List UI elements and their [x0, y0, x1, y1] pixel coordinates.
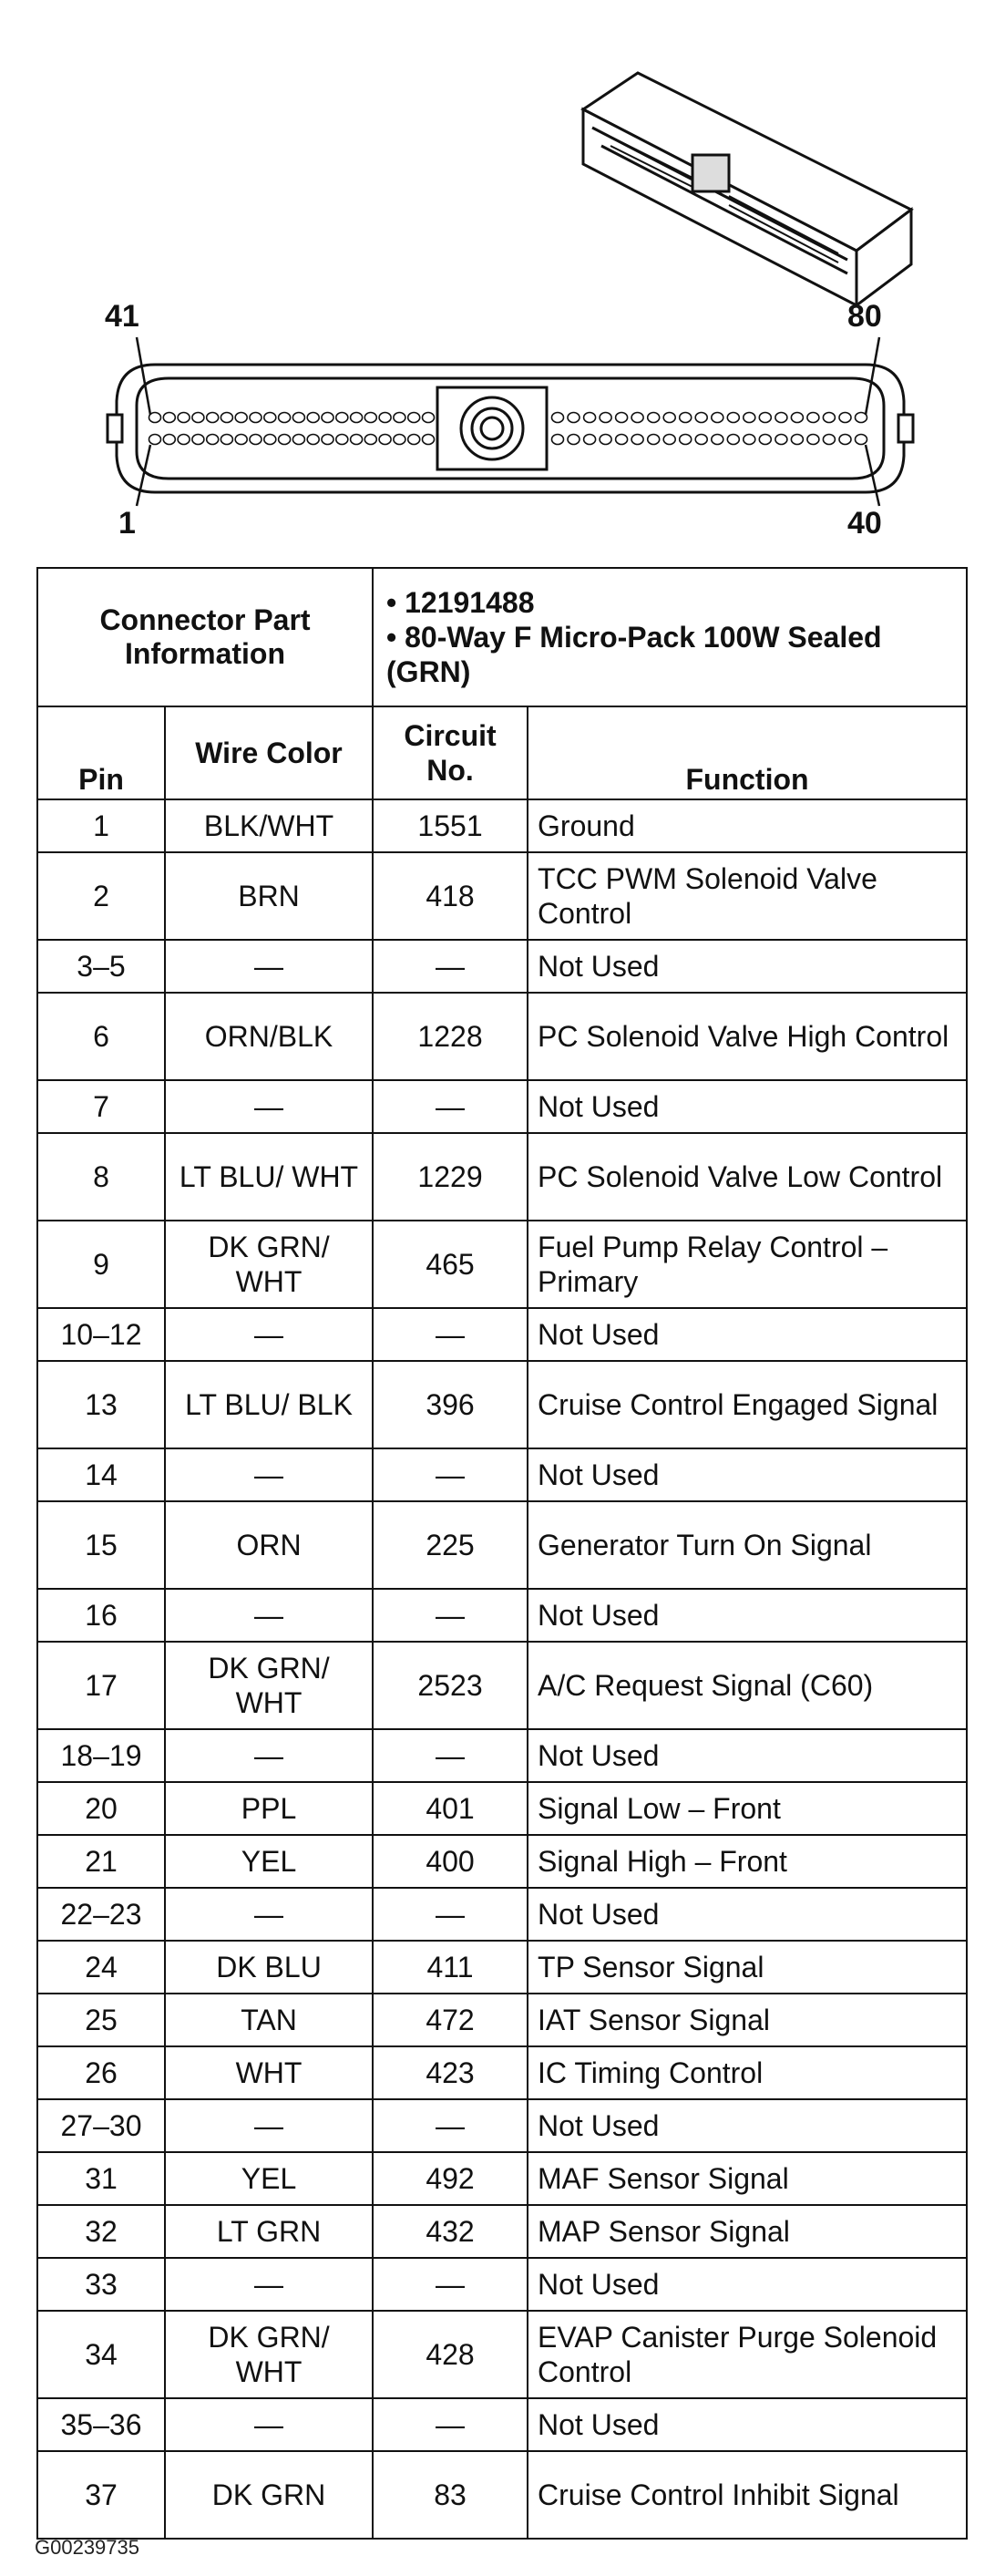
table-row — [37, 993, 967, 1080]
connector-info-row — [37, 568, 967, 706]
row-function: Signal High – Front — [528, 1835, 967, 1888]
row-circuit-no: — — [373, 1729, 528, 1782]
row-pin: 18–19 — [37, 1729, 165, 1782]
row-pin: 21 — [37, 1835, 165, 1888]
pin-label-80: 80 — [847, 299, 882, 334]
row-function: Not Used — [528, 2258, 967, 2311]
row-wire-color: LT BLU/ BLK — [165, 1361, 373, 1448]
row-wire-color: DK GRN/ WHT — [165, 1221, 373, 1308]
table-row — [37, 2258, 967, 2311]
row-circuit-no: — — [373, 1589, 528, 1642]
row-circuit-no: — — [373, 1308, 528, 1361]
row-pin: 24 — [37, 1941, 165, 1994]
row-pin: 9 — [37, 1221, 165, 1308]
row-function: TP Sensor Signal — [528, 1941, 967, 1994]
row-wire-color: ORN/BLK — [165, 993, 373, 1080]
row-pin: 34 — [37, 2311, 165, 2398]
table-row — [37, 799, 967, 852]
row-function: Not Used — [528, 2398, 967, 2451]
row-circuit-no: 428 — [373, 2311, 528, 2398]
row-function: Cruise Control Inhibit Signal — [528, 2451, 967, 2539]
row-wire-color: — — [165, 1729, 373, 1782]
table-row — [37, 1501, 967, 1589]
row-function: Not Used — [528, 1448, 967, 1501]
col-header-circuit-no: Circuit No. — [373, 706, 528, 799]
row-wire-color: DK BLU — [165, 1941, 373, 1994]
connector-diagram — [0, 0, 995, 556]
connector-info-label: Connector Part Information — [37, 568, 373, 706]
row-wire-color: — — [165, 2398, 373, 2451]
row-circuit-no: 2523 — [373, 1642, 528, 1729]
row-pin: 16 — [37, 1589, 165, 1642]
connector-illustration — [0, 0, 995, 556]
figure-id: G00239735 — [35, 2536, 139, 2559]
pinout-table — [36, 567, 968, 2540]
table-row — [37, 940, 967, 993]
table-row — [37, 1133, 967, 1221]
pinout-rows — [37, 799, 967, 2539]
row-function: IC Timing Control — [528, 2046, 967, 2099]
row-circuit-no: 432 — [373, 2205, 528, 2258]
pin-label-40: 40 — [847, 506, 882, 541]
row-wire-color: YEL — [165, 2152, 373, 2205]
row-function: TCC PWM Solenoid Valve Control — [528, 852, 967, 940]
row-function: MAF Sensor Signal — [528, 2152, 967, 2205]
row-wire-color: — — [165, 1308, 373, 1361]
row-circuit-no: 400 — [373, 1835, 528, 1888]
row-wire-color: DK GRN/ WHT — [165, 2311, 373, 2398]
row-function: A/C Request Signal (C60) — [528, 1642, 967, 1729]
row-function: Ground — [528, 799, 967, 852]
row-wire-color: — — [165, 2099, 373, 2152]
pin-label-41: 41 — [105, 299, 139, 334]
table-row — [37, 1361, 967, 1448]
row-pin: 35–36 — [37, 2398, 165, 2451]
row-pin: 15 — [37, 1501, 165, 1589]
row-wire-color: YEL — [165, 1835, 373, 1888]
row-circuit-no: 401 — [373, 1782, 528, 1835]
row-pin: 3–5 — [37, 940, 165, 993]
connector-info-items — [373, 568, 967, 706]
table-row — [37, 1888, 967, 1941]
table-row — [37, 2046, 967, 2099]
row-function: Not Used — [528, 1888, 967, 1941]
row-circuit-no: 465 — [373, 1221, 528, 1308]
table-row — [37, 2205, 967, 2258]
row-circuit-no: 1551 — [373, 799, 528, 852]
info-item-description: • 80-Way F Micro-Pack 100W Sealed (GRN) — [386, 621, 882, 688]
row-pin: 13 — [37, 1361, 165, 1448]
col-header-wire-color: Wire Color — [165, 706, 373, 799]
row-pin: 8 — [37, 1133, 165, 1221]
row-pin: 33 — [37, 2258, 165, 2311]
row-circuit-no: — — [373, 2258, 528, 2311]
col-header-pin: Pin — [37, 706, 165, 799]
pin-label-1: 1 — [118, 506, 136, 541]
row-pin: 1 — [37, 799, 165, 852]
row-circuit-no: 83 — [373, 2451, 528, 2539]
table-row — [37, 1221, 967, 1308]
row-function: IAT Sensor Signal — [528, 1994, 967, 2046]
row-pin: 17 — [37, 1642, 165, 1729]
connector-face — [108, 365, 913, 492]
row-pin: 25 — [37, 1994, 165, 2046]
table-row — [37, 2311, 967, 2398]
row-circuit-no: 225 — [373, 1501, 528, 1589]
table-row — [37, 1080, 967, 1133]
row-wire-color: ORN — [165, 1501, 373, 1589]
table-row — [37, 2451, 967, 2539]
row-wire-color: — — [165, 1589, 373, 1642]
table-row — [37, 1835, 967, 1888]
connector-3d-icon — [583, 73, 911, 305]
row-wire-color: WHT — [165, 2046, 373, 2099]
row-wire-color: DK GRN — [165, 2451, 373, 2539]
row-pin: 22–23 — [37, 1888, 165, 1941]
row-function: MAP Sensor Signal — [528, 2205, 967, 2258]
row-wire-color: — — [165, 1448, 373, 1501]
row-wire-color: — — [165, 940, 373, 993]
row-wire-color: LT BLU/ WHT — [165, 1133, 373, 1221]
column-header-row — [37, 706, 967, 799]
row-circuit-no: 492 — [373, 2152, 528, 2205]
table-row — [37, 1941, 967, 1994]
table-row — [37, 2099, 967, 2152]
row-wire-color: TAN — [165, 1994, 373, 2046]
row-pin: 10–12 — [37, 1308, 165, 1361]
row-circuit-no: 472 — [373, 1994, 528, 2046]
row-pin: 32 — [37, 2205, 165, 2258]
row-function: Not Used — [528, 1589, 967, 1642]
row-circuit-no: 418 — [373, 852, 528, 940]
row-circuit-no: 1228 — [373, 993, 528, 1080]
row-pin: 6 — [37, 993, 165, 1080]
row-circuit-no: 1229 — [373, 1133, 528, 1221]
row-pin: 26 — [37, 2046, 165, 2099]
row-circuit-no: — — [373, 1448, 528, 1501]
row-function: Cruise Control Engaged Signal — [528, 1361, 967, 1448]
info-item-part-number: • 12191488 — [386, 586, 535, 619]
table-row — [37, 1729, 967, 1782]
table-row — [37, 1994, 967, 2046]
row-circuit-no: 396 — [373, 1361, 528, 1448]
row-wire-color: BRN — [165, 852, 373, 940]
table-row — [37, 1308, 967, 1361]
row-wire-color: LT GRN — [165, 2205, 373, 2258]
row-wire-color: — — [165, 1080, 373, 1133]
table-row — [37, 1642, 967, 1729]
row-pin: 37 — [37, 2451, 165, 2539]
row-pin: 27–30 — [37, 2099, 165, 2152]
col-header-function: Function — [528, 706, 967, 799]
row-pin: 31 — [37, 2152, 165, 2205]
row-wire-color: PPL — [165, 1782, 373, 1835]
row-pin: 20 — [37, 1782, 165, 1835]
table-row — [37, 1782, 967, 1835]
row-function: Not Used — [528, 940, 967, 993]
row-circuit-no: 411 — [373, 1941, 528, 1994]
row-wire-color: — — [165, 1888, 373, 1941]
row-function: Not Used — [528, 1729, 967, 1782]
row-pin: 2 — [37, 852, 165, 940]
row-function: PC Solenoid Valve Low Control — [528, 1133, 967, 1221]
row-function: Signal Low – Front — [528, 1782, 967, 1835]
row-wire-color: — — [165, 2258, 373, 2311]
row-wire-color: DK GRN/ WHT — [165, 1642, 373, 1729]
row-function: PC Solenoid Valve High Control — [528, 993, 967, 1080]
row-function: Fuel Pump Relay Control – Primary — [528, 1221, 967, 1308]
row-function: EVAP Canister Purge Solenoid Control — [528, 2311, 967, 2398]
row-circuit-no: — — [373, 2099, 528, 2152]
row-pin: 14 — [37, 1448, 165, 1501]
table-row — [37, 1448, 967, 1501]
row-wire-color: BLK/WHT — [165, 799, 373, 852]
row-circuit-no: 423 — [373, 2046, 528, 2099]
table-row — [37, 2152, 967, 2205]
row-circuit-no: — — [373, 940, 528, 993]
row-circuit-no: — — [373, 1888, 528, 1941]
row-circuit-no: — — [373, 2398, 528, 2451]
row-function: Not Used — [528, 1080, 967, 1133]
row-function: Not Used — [528, 2099, 967, 2152]
row-circuit-no: — — [373, 1080, 528, 1133]
row-function: Generator Turn On Signal — [528, 1501, 967, 1589]
table-row — [37, 2398, 967, 2451]
row-pin: 7 — [37, 1080, 165, 1133]
row-function: Not Used — [528, 1308, 967, 1361]
table-row — [37, 852, 967, 940]
table-row — [37, 1589, 967, 1642]
